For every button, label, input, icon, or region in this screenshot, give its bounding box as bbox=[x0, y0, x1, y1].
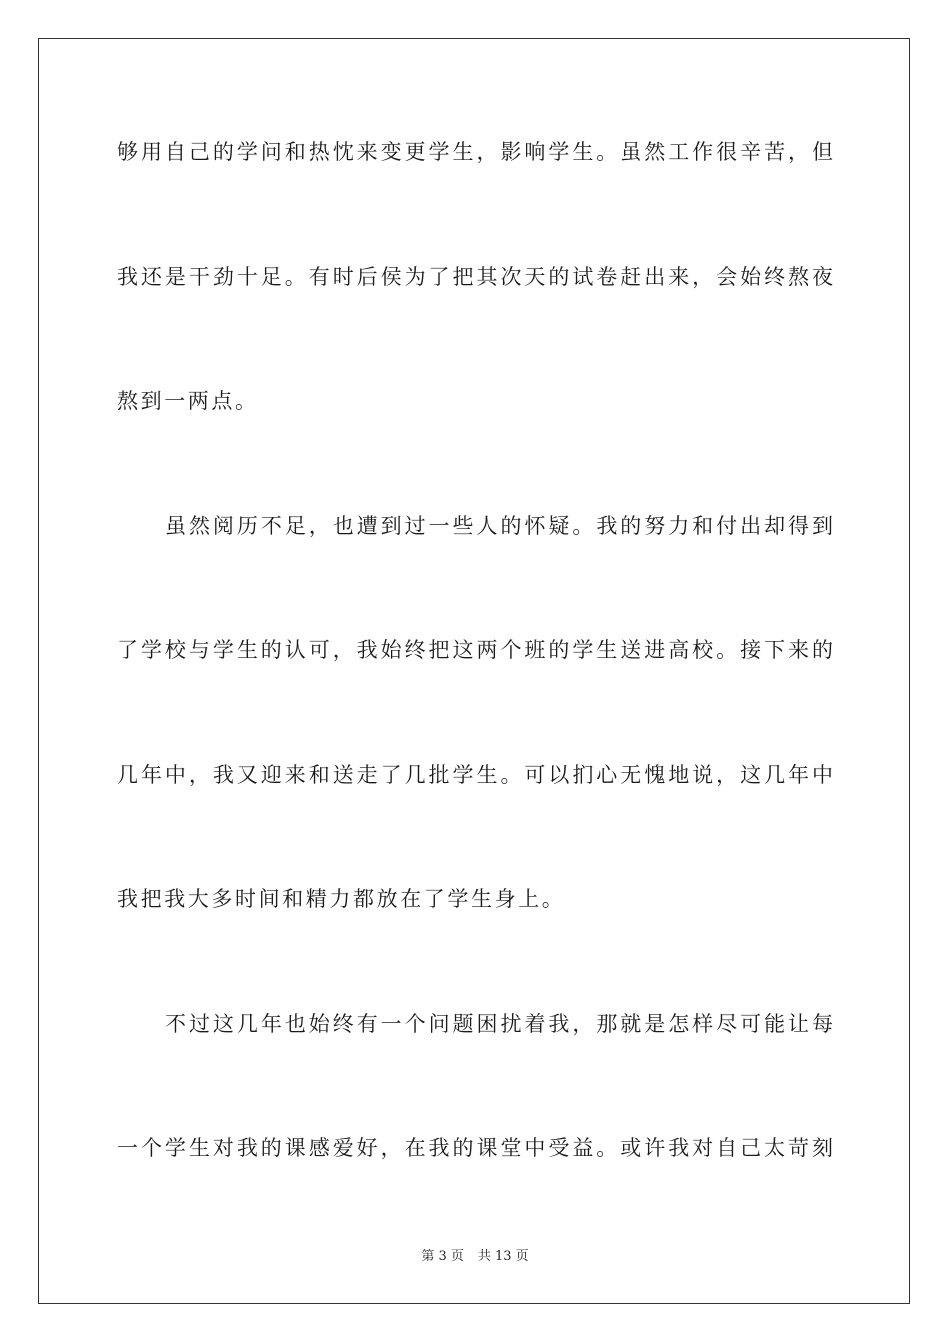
page-number: 第 3 页 bbox=[421, 1249, 464, 1264]
text-line: 我把我大多时间和精力都放在了学生身上。 bbox=[117, 887, 566, 911]
text-line: 一个学生对我的课感爱好，在我的课堂中受益。或许我对自己太苛刻 bbox=[117, 1136, 833, 1160]
page-total: 共 13 页 bbox=[477, 1249, 529, 1264]
text-line: 我还是干劲十足。有时后侯为了把其次天的试卷赶出来，会始终熬夜 bbox=[117, 265, 833, 289]
text-line: 几年中，我又迎来和送走了几批学生。可以扪心无愧地说，这几年中 bbox=[117, 763, 833, 787]
text-line: 了学校与学生的认可，我始终把这两个班的学生送进高校。接下来的 bbox=[117, 638, 833, 662]
paragraph-first-line: 虽然阅历不足，也遭到过一些人的怀疑。我的努力和付出却得到 bbox=[165, 514, 833, 538]
text-line: 够用自己的学问和热忱来变更学生，影响学生。虽然工作很辛苦，但 bbox=[117, 140, 833, 164]
text-line: 熬到一两点。 bbox=[117, 389, 259, 413]
page-border bbox=[38, 38, 910, 1304]
paragraph-first-line: 不过这几年也始终有一个问题困扰着我，那就是怎样尽可能让每 bbox=[165, 1012, 833, 1036]
page-footer bbox=[0, 1248, 950, 1266]
